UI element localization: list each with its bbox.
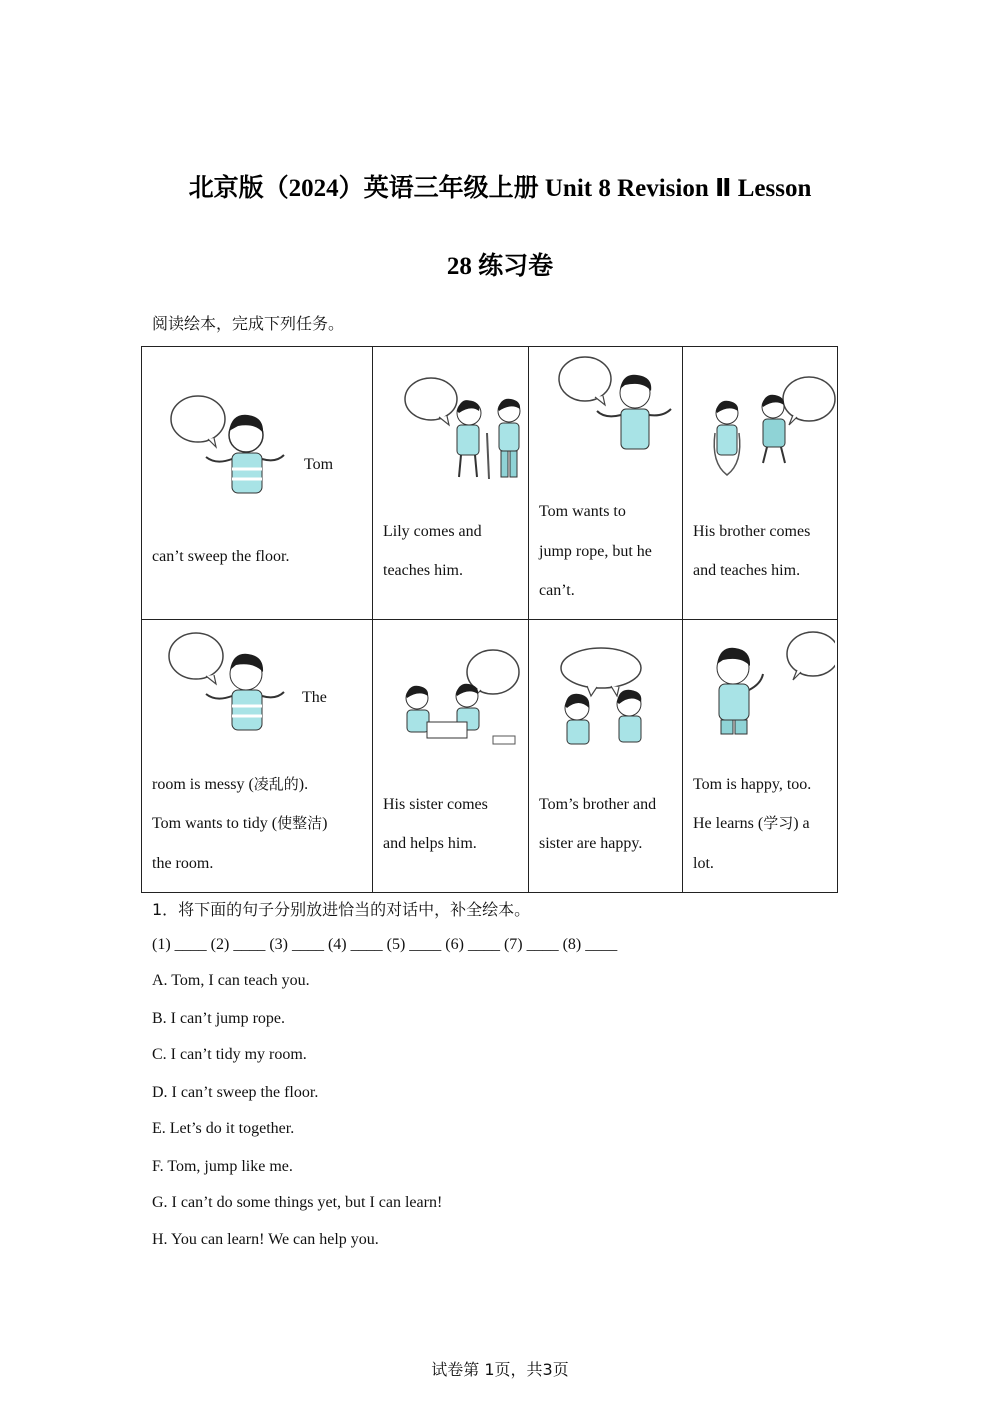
- panel-6: [373, 620, 529, 893]
- option-f: F. Tom, jump like me.: [152, 1158, 293, 1175]
- option-e: E. Let’s do it together.: [152, 1120, 295, 1137]
- picture-story-table: [141, 346, 838, 893]
- panel-1-text-b: can’t sweep the floor.: [152, 548, 290, 565]
- option-h: H. You can learn! We can help you.: [152, 1231, 379, 1248]
- option-b: B. I can’t jump rope.: [152, 1010, 286, 1027]
- panel-5-text-b1: room is messy (: [152, 776, 254, 793]
- panel-5-text-c-cn: 使整洁: [277, 814, 323, 832]
- panel-5-text-b2: ).: [298, 776, 309, 793]
- panel-5-text-c2: ): [322, 815, 328, 832]
- panel-8-text-c: lot.: [693, 855, 714, 872]
- panel-3-text-b: jump rope, but he: [539, 543, 652, 560]
- panel-7-text-a: Tom’s brother and: [539, 796, 657, 813]
- panel-2-text-b: teaches him.: [383, 562, 463, 579]
- answer-blanks: (1) ____ (2) ____ (3) ____ (4) ____ (5) ____ (6) ____ (7) ____ (8) ____: [152, 936, 618, 953]
- panel-8-text-b-cn: 学习: [763, 814, 794, 832]
- panel-1-text-a: Tom: [304, 456, 334, 473]
- panel-2-text-a: Lily comes and: [383, 523, 482, 540]
- panel-8-text-a: Tom is happy, too.: [693, 776, 812, 793]
- panel-1: [142, 347, 373, 620]
- panel-5: [142, 620, 373, 893]
- page-title-line2: 28 练习卷: [446, 253, 554, 280]
- page-title: 北京版（2024）英语三年级上册 Unit 8 Revision Ⅱ Lesson: [188, 175, 812, 202]
- option-c: C. I can’t tidy my room.: [152, 1046, 307, 1063]
- panel-5-text-c1: Tom wants to tidy (: [152, 815, 278, 832]
- brother-jumping-illustration: [709, 373, 837, 483]
- option-d: D. I can’t sweep the floor.: [152, 1084, 319, 1101]
- panel-3: [529, 347, 683, 620]
- panel-5-text-d: the room.: [152, 855, 214, 872]
- tom-shrug-illustration: [168, 391, 298, 501]
- panel-6-text-b: and helps him.: [383, 835, 477, 852]
- panel-8: [683, 620, 838, 893]
- tom-happy-illustration: [707, 630, 835, 740]
- panel-5-text-b-cn: 凌乱的: [253, 775, 299, 793]
- panel-4: [683, 347, 838, 620]
- sister-helping-illustration: [397, 646, 531, 756]
- page-footer: 试卷第 1页，共3页: [431, 1360, 569, 1379]
- panel-6-text-a: His sister comes: [383, 796, 488, 813]
- panel-8-text-b2: ) a: [793, 815, 810, 832]
- panel-5-text-b: [152, 765, 362, 804]
- panel-3-text-c: can’t.: [539, 582, 575, 599]
- panel-5-text-c: [152, 804, 362, 843]
- panel-7-text-b: sister are happy.: [539, 835, 643, 852]
- panel-5-text-a: The: [302, 689, 327, 706]
- panel-8-text-b1: He learns (: [693, 815, 764, 832]
- brother-sister-happy-illustration: [555, 646, 681, 756]
- panel-7: [529, 620, 683, 893]
- option-a: A. Tom, I can teach you.: [152, 972, 310, 989]
- instruction: 阅读绘本，完成下列任务。: [152, 314, 345, 333]
- tom-messy-room-illustration: [166, 630, 298, 740]
- tom-jump-rope-illustration: [555, 353, 679, 459]
- panel-4-text-b: and teaches him.: [693, 562, 801, 579]
- lily-teaching-illustration: [401, 373, 529, 483]
- panel-2: [373, 347, 529, 620]
- panel-3-text-a: Tom wants to: [539, 503, 626, 520]
- panel-4-text-a: His brother comes: [693, 523, 811, 540]
- option-g: G. I can’t do some things yet, but I can learn!: [152, 1194, 443, 1211]
- question-heading: 1．将下面的句子分别放进恰当的对话中，补全绘本。: [152, 900, 531, 919]
- panel-8-text-b: [693, 804, 827, 843]
